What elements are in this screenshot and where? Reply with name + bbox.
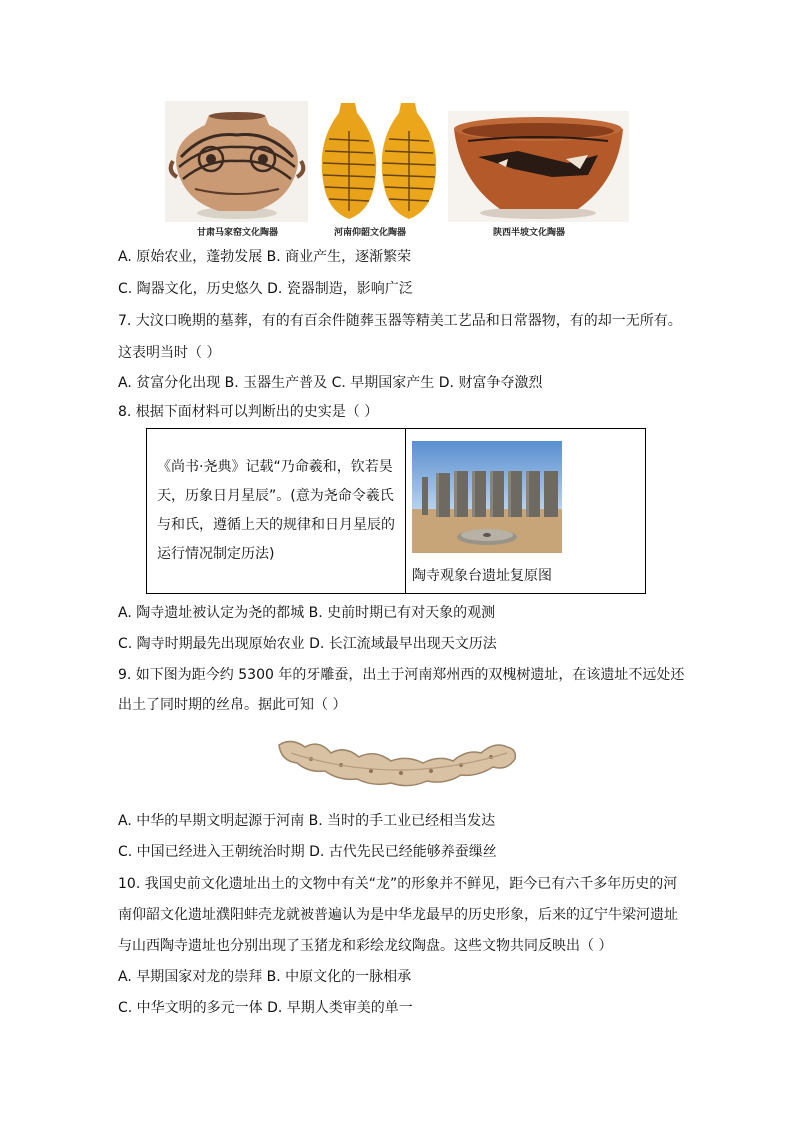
taosi-observatory-image xyxy=(412,441,562,553)
q8-material-table xyxy=(146,428,646,594)
yangshao-caption: 河南仰韶文化陶器 xyxy=(334,228,407,238)
q8-options-line2: C. 陶寺时期最先出现原始农业 D. 长江流域最早出现天文历法 xyxy=(118,636,497,652)
banpo-caption: 陕西半坡文化陶器 xyxy=(493,228,566,238)
q9-stem-line1: 9. 如下图为距今约 5300 年的牙雕蚕，出土于河南郑州西的双槐树遗址，在该遗址不远处还 xyxy=(118,667,685,683)
q8-material-image-cell xyxy=(406,429,646,594)
q7-options: A. 贫富分化出现 B. 玉器生产普及 C. 早期国家产生 D. 财富争夺激烈 xyxy=(118,375,543,391)
q6-options-line2: C. 陶器文化，历史悠久 D. 瓷器制造，影响广泛 xyxy=(118,281,413,297)
q10-options-line2: C. 中华文明的多元一体 D. 早期人类审美的单一 xyxy=(118,1000,413,1016)
q7-stem-line1: 7. 大汶口晚期的墓葬，有的有百余件随葬玉器等精美工艺品和日常器物，有的却一无所有。 xyxy=(118,313,682,329)
q8-stem: 8. 根据下面材料可以判断出的史实是（ ） xyxy=(118,404,379,420)
q10-stem-line1: 10. 我国史前文化遗址出土的文物中有关“龙”的形象并不鲜见，距今已有六千多年历史的河 xyxy=(118,876,678,892)
q8-material-line: 运行情况制定历法) xyxy=(157,546,275,562)
q8-options-line1: A. 陶寺遗址被认定为尧的都城 B. 史前时期已有对天象的观测 xyxy=(118,605,496,621)
majiayao-caption: 甘肃马家窑文化陶器 xyxy=(197,228,279,238)
q9-options-line2: C. 中国已经进入王朝统治时期 D. 古代先民已经能够养蚕缫丝 xyxy=(118,844,497,860)
banpo-pottery-image xyxy=(448,111,629,222)
q9-stem-line2: 出土了同时期的丝帛。据此可知（ ） xyxy=(118,697,347,713)
q8-material-text-cell xyxy=(147,429,406,594)
q8-material-line: 天，历象日月星辰”。(意为尧命令羲氏 xyxy=(157,488,394,504)
yangshao-pottery-image xyxy=(315,101,443,222)
q8-image-caption: 陶寺观象台遗址复原图 xyxy=(412,568,552,584)
q8-material-line: 《尚书·尧典》记载“乃命羲和，钦若昊 xyxy=(157,459,393,475)
q8-material-line: 与和氏，遵循上天的规律和日月星辰的 xyxy=(157,517,395,533)
q7-stem-line2: 这表明当时（ ） xyxy=(118,345,221,361)
q10-options-line1: A. 早期国家对龙的崇拜 B. 中原文化的一脉相承 xyxy=(118,969,412,985)
q10-stem-line2: 南仰韶文化遗址濮阳蚌壳龙就被普遍认为是中华龙最早的历史形象，后来的辽宁牛梁河遗址 xyxy=(118,907,678,923)
majiayao-pottery-image xyxy=(165,101,308,222)
q6-options-line1: A. 原始农业，蓬勃发展 B. 商业产生，逐渐繁荣 xyxy=(118,249,412,265)
q10-stem-line3: 与山西陶寺遗址也分别出现了玉猪龙和彩绘龙纹陶盘。这些文物共同反映出（ ） xyxy=(118,938,613,954)
q9-options-line1: A. 中华的早期文明起源于河南 B. 当时的手工业已经相当发达 xyxy=(118,813,496,829)
ivory-silkworm-image xyxy=(271,727,523,799)
